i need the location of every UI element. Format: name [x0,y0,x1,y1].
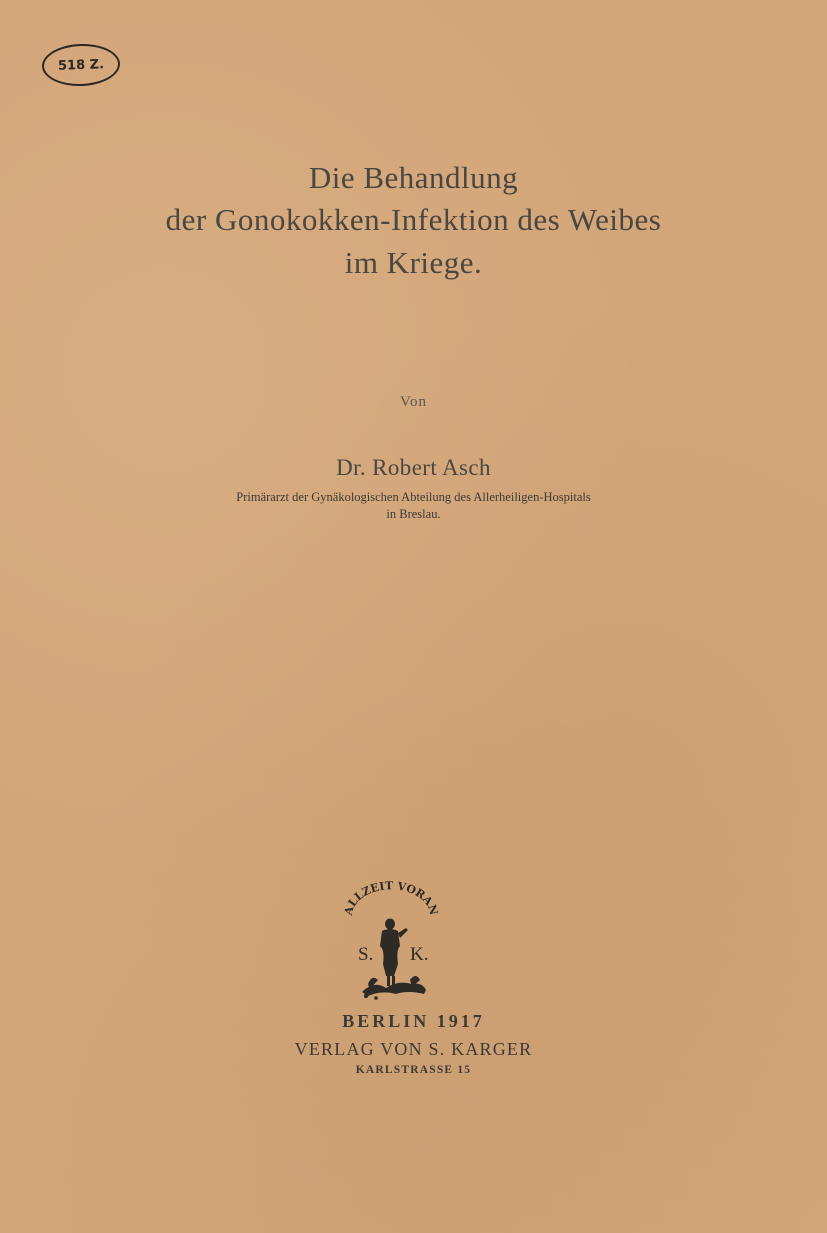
publisher-logo [338,880,442,1004]
byline-von: Von [400,394,427,410]
imprint-city-year: BERLIN 1917 [342,1011,485,1031]
title-line-2: der Gonokokken-Infektion des Weibes [165,202,662,237]
imprint-address: KARLSTRASSE 15 [355,1064,472,1076]
title-line-1: Die Behandlung [308,160,519,195]
catalog-stamp [41,43,120,88]
author-affiliation-line-2: in Breslau. [386,507,441,521]
publisher-logo-initial-k: K. [410,944,429,965]
author-affiliation-line-1: Primärarzt der Gynäkologischen Abteilung des Allerheiligen-Hospitals [236,490,591,504]
author-name: Dr. Robert Asch [336,455,491,480]
catalog-stamp-label: 518 Z. [57,56,105,74]
title-line-3: im Kriege. [344,245,483,280]
imprint-publisher: VERLAG VON S. KARGER [294,1039,533,1059]
publisher-logo-motto: ALLZEIT VORAN [341,880,441,917]
publisher-logo-initial-s: S. [358,944,374,965]
